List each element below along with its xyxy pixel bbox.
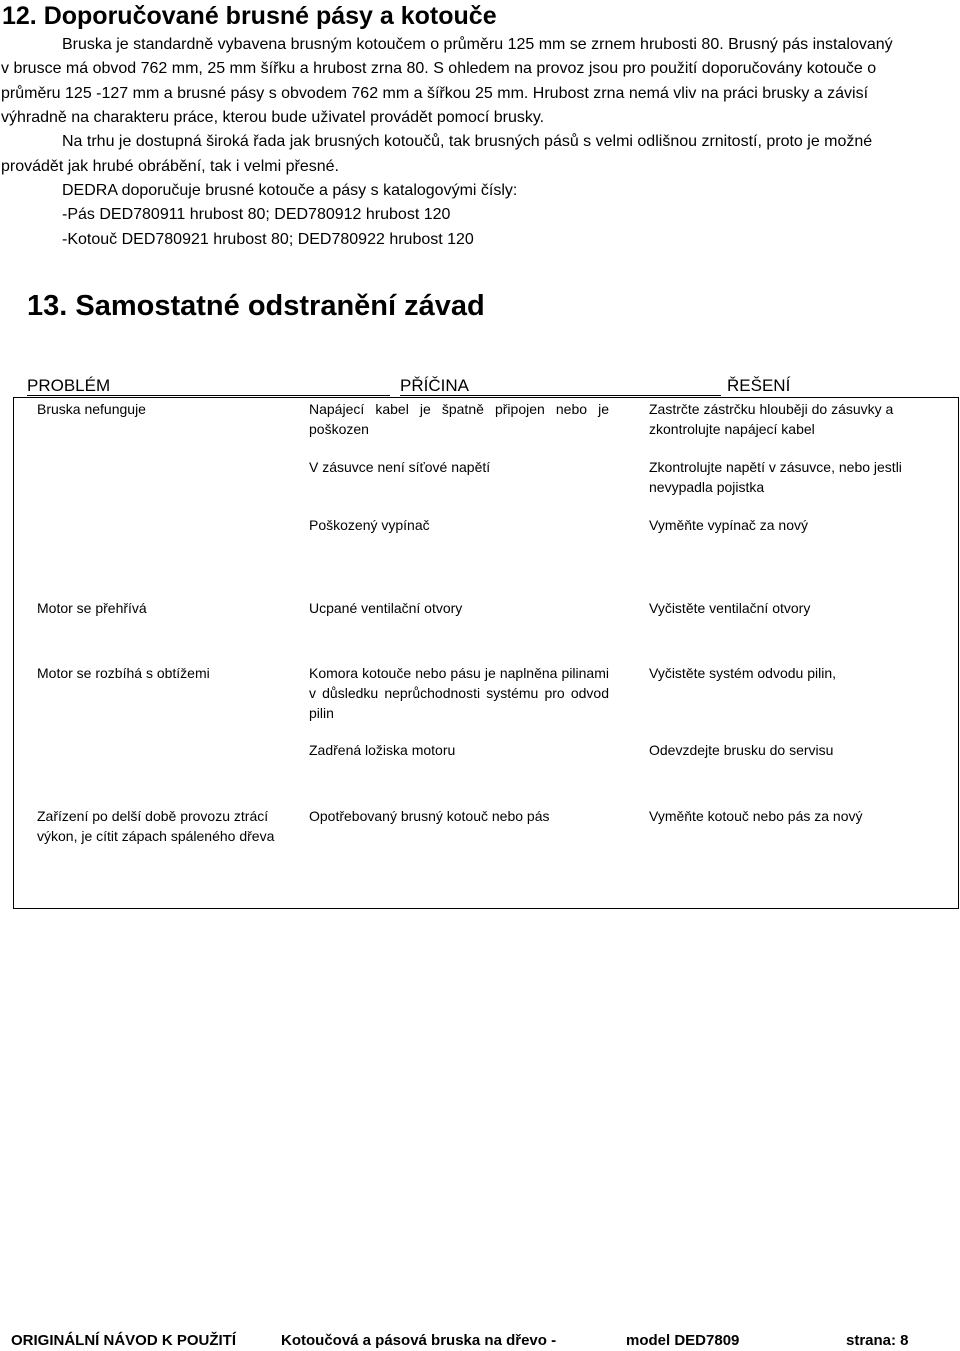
footer-manual-label: ORIGINÁLNÍ NÁVOD K POUŽITÍ [11,1332,236,1349]
paragraph-line: provádět jak hrubé obrábění, tak i velmi přesné. [1,158,339,175]
catalog-line-belt: -Pás DED780911 hrubost 80; DED780912 hrubost 120 [62,206,451,223]
paragraph-line: v brusce má obvod 762 mm, 25 mm šířku a hrubost zrna 80. S ohledem na provoz jsou pro použití doporučovány kotouče o [1,60,877,77]
footer-page-number: strana: 8 [846,1332,909,1349]
solution-cell: Vyměňte vypínač za nový [649,517,809,533]
footer-product: Kotoučová a pásová bruska na dřevo - [281,1332,557,1349]
section-12-title: 12. Doporučované brusné pásy a kotouče [2,2,497,30]
cause-cell: Napájecí kabel je špatně připojen nebo je poškozen [309,401,609,437]
solution-cell: Vyčistěte ventilační otvory [649,600,811,616]
cause-cell: Zadřená ložiska motoru [309,742,456,758]
solution-cell: Odevzdejte brusku do servisu [649,742,834,758]
catalog-line-disc: -Kotouč DED780921 hrubost 80; DED780922 hrubost 120 [62,231,474,248]
problem-cell: Motor se přehřívá [37,600,147,616]
footer-model: model DED7809 [626,1332,740,1349]
cause-cell: Opotřebovaný brusný kotouč nebo pás [309,808,550,824]
problem-cell: Motor se rozbíhá s obtížemi [37,665,210,681]
solution-cell: Vyměňte kotouč nebo pás za nový [649,808,863,824]
paragraph-line: průměru 125 -127 mm a brusné pásy s obvodem 762 mm a šířkou 25 mm. Hrubost zrna nemá vliv na práci brusky a závisí [1,85,869,102]
header-cause: PŘÍČINA [400,376,469,395]
header-underline [400,395,721,396]
header-solution: ŘEŠENÍ [727,376,791,395]
paragraph-line: DEDRA doporučuje brusné kotouče a pásy s katalogovými čísly: [62,182,518,199]
solution-cell: Vyčistěte systém odvodu pilin, [649,665,837,681]
solution-cell: Zkontrolujte napětí v zásuvce, nebo jestli nevypadla pojistka [649,459,902,495]
paragraph-line: Na trhu je dostupná široká řada jak brusných kotoučů, tak brusných pásů s velmi odlišnou zrnitostí, proto je možné [62,133,873,150]
section-13-title: 13. Samostatné odstranění závad [27,290,485,322]
header-underline [27,395,390,396]
cause-cell: Poškozený vypínač [309,517,430,533]
cause-cell: Ucpané ventilační otvory [309,600,463,616]
solution-cell: Zastrčte zástrčku hlouběji do zásuvky a zkontrolujte napájecí kabel [649,401,894,437]
paragraph-line: výhradně na charakteru práce, kterou bude uživatel provádět pomocí brusky. [1,109,545,126]
problem-cell: Zařízení po delší době provozu ztrácí výkon, je cítit zápach spáleného dřeva [37,808,275,844]
problem-cell: Bruska nefunguje [37,401,146,417]
cause-cell: Komora kotouče nebo pásu je naplněna pilinami v důsledku neprůchodnosti systému pro odvod pilin [309,665,609,721]
header-problem: PROBLÉM [27,376,111,395]
paragraph-line: Bruska je standardně vybavena brusným kotoučem o průměru 125 mm se zrnem hrubosti 80. Brusný pás instalovaný [62,36,893,53]
cause-cell: V zásuvce není síťové napětí [309,459,491,475]
